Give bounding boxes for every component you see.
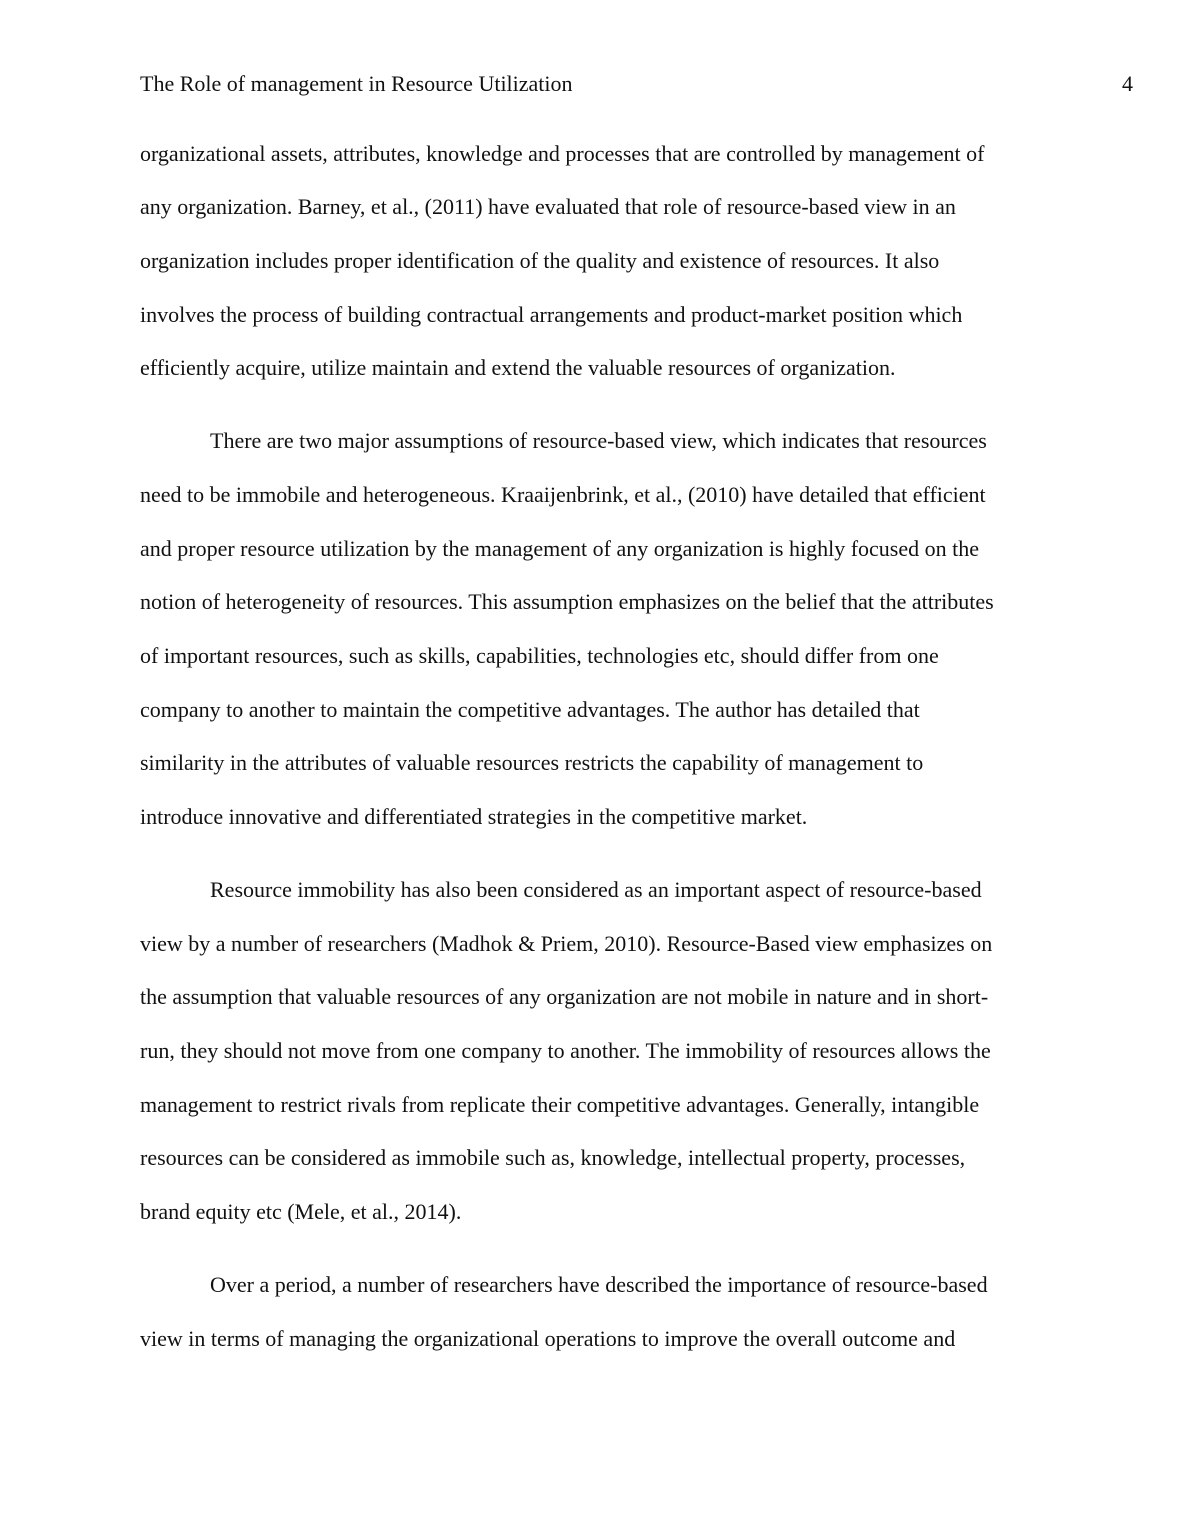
- text-line: resources can be considered as immobile such as, knowledge, intellectual property, processes,: [140, 1145, 966, 1170]
- text-line: organizational assets, attributes, knowledge and processes that are controlled by management of: [140, 141, 985, 166]
- text-line: need to be immobile and heterogeneous. Kraaijenbrink, et al., (2010) have detailed that efficient: [140, 482, 986, 507]
- text-line: notion of heterogeneity of resources. This assumption emphasizes on the belief that the attributes: [140, 589, 994, 614]
- page-number: 4: [1122, 71, 1133, 96]
- text-line: the assumption that valuable resources of any organization are not mobile in nature and in short-: [140, 984, 989, 1009]
- text-line: any organization. Barney, et al., (2011) have evaluated that role of resource-based view in an: [140, 194, 956, 219]
- text-line: There are two major assumptions of resource-based view, which indicates that resources: [210, 428, 987, 453]
- text-line: company to another to maintain the competitive advantages. The author has detailed that: [140, 697, 920, 722]
- text-line: introduce innovative and differentiated strategies in the competitive market.: [140, 804, 808, 829]
- text-line: efficiently acquire, utilize maintain and extend the valuable resources of organization.: [140, 355, 896, 380]
- text-line: and proper resource utilization by the management of any organization is highly focused on the: [140, 536, 980, 561]
- text-line: view by a number of researchers (Madhok & Priem, 2010). Resource-Based view emphasizes on: [140, 931, 993, 956]
- text-line: of important resources, such as skills, capabilities, technologies etc, should differ from one: [140, 643, 939, 668]
- text-line: Over a period, a number of researchers have described the importance of resource-based: [210, 1272, 988, 1297]
- text-line: run, they should not move from one company to another. The immobility of resources allows the: [140, 1038, 991, 1063]
- text-line: view in terms of managing the organizational operations to improve the overall outcome and: [140, 1326, 956, 1351]
- text-line: similarity in the attributes of valuable resources restricts the capability of management to: [140, 750, 924, 775]
- text-line: involves the process of building contractual arrangements and product-market position which: [140, 302, 963, 327]
- text-line: brand equity etc (Mele, et al., 2014).: [140, 1199, 462, 1224]
- text-line: Resource immobility has also been considered as an important aspect of resource-based: [210, 877, 982, 902]
- text-line: management to restrict rivals from replicate their competitive advantages. Generally, intangible: [140, 1092, 980, 1117]
- text-line: organization includes proper identification of the quality and existence of resources. It also: [140, 248, 940, 273]
- running-head: The Role of management in Resource Utilization: [140, 71, 573, 96]
